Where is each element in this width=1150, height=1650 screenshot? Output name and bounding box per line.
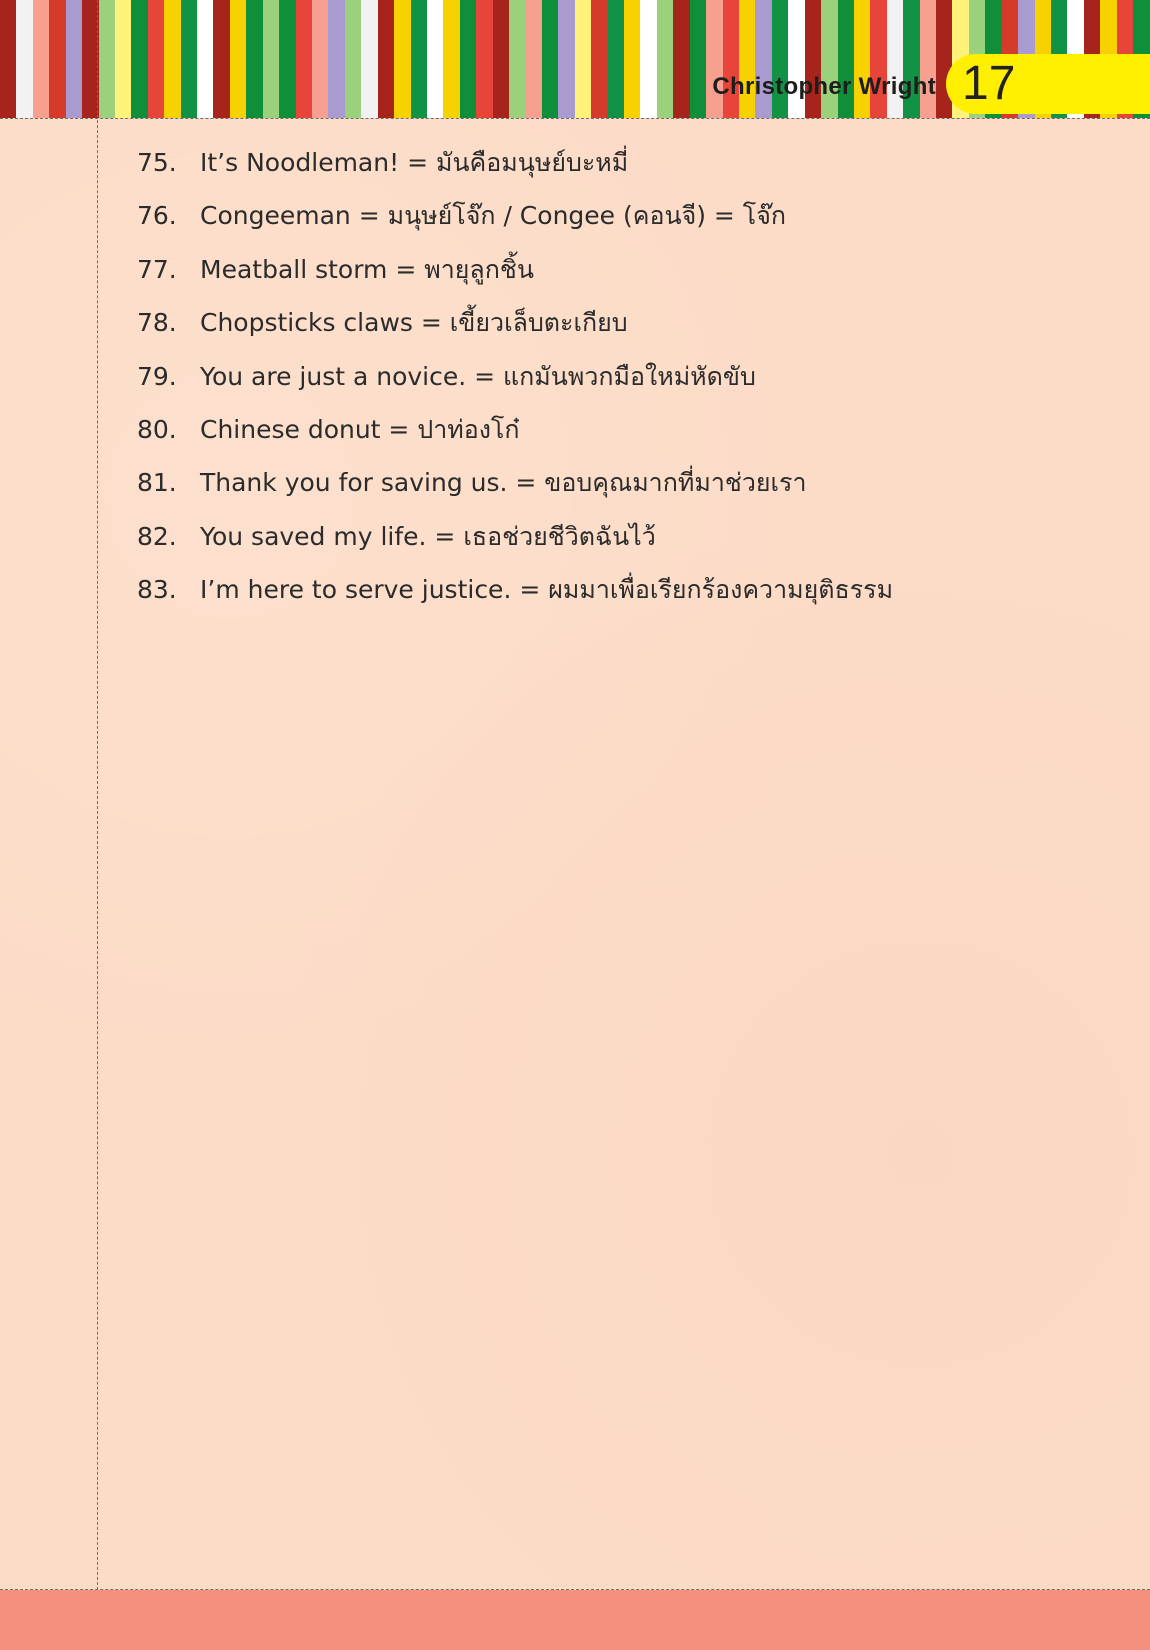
header-stripe bbox=[181, 0, 197, 118]
entry-text: Congeeman = มนุษย์โจ๊ก / Congee (คอนจี) = โจ๊ก bbox=[200, 201, 787, 231]
header-stripe bbox=[279, 0, 295, 118]
entry-text: Chinese donut = ปาท่องโก๋ bbox=[200, 414, 520, 444]
header-stripe bbox=[476, 0, 492, 118]
header-stripe bbox=[312, 0, 328, 118]
entry-text: You are just a novice. = แกมันพวกมือใหม่หัดขับ bbox=[200, 361, 756, 391]
entry-number: 80. bbox=[137, 414, 177, 444]
header-stripe bbox=[66, 0, 82, 118]
entry-text: Meatball storm = พายุลูกชิ้น bbox=[200, 254, 534, 284]
header-stripe bbox=[542, 0, 558, 118]
header-stripe bbox=[493, 0, 509, 118]
entry-number: 82. bbox=[137, 521, 177, 551]
header-author: Christopher Wright bbox=[712, 73, 936, 100]
entry-text: Chopsticks claws = เขี้ยวเล็บตะเกียบ bbox=[200, 308, 628, 338]
list-item bbox=[137, 296, 1097, 349]
header-stripe bbox=[345, 0, 361, 118]
header-stripe bbox=[0, 0, 16, 118]
entry-text: I’m here to serve justice. = ผมมาเพื่อเรียกร้องความยุติธรรม bbox=[200, 575, 894, 605]
header-stripe bbox=[230, 0, 246, 118]
entry-number: 77. bbox=[137, 254, 177, 284]
entry-number: 81. bbox=[137, 468, 177, 498]
header-stripe bbox=[296, 0, 312, 118]
entry-text: It’s Noodleman! = มันคือมนุษย์บะหมี่ bbox=[200, 148, 629, 177]
trim-guide-top bbox=[0, 118, 1150, 119]
header-stripe bbox=[246, 0, 262, 118]
entry-number: 83. bbox=[137, 575, 177, 605]
header-stripe bbox=[640, 0, 656, 118]
list-item bbox=[137, 189, 1097, 242]
header-stripe bbox=[131, 0, 147, 118]
header-stripe bbox=[361, 0, 377, 118]
list-item bbox=[137, 136, 1097, 189]
header-stripe bbox=[328, 0, 344, 118]
vocabulary-list bbox=[137, 136, 1097, 617]
header-stripe bbox=[690, 0, 706, 118]
header-stripe bbox=[164, 0, 180, 118]
header-stripe bbox=[197, 0, 213, 118]
list-item bbox=[137, 403, 1097, 456]
entry-number: 79. bbox=[137, 361, 177, 391]
trim-guide-bottom bbox=[0, 1589, 1150, 1590]
header-stripe bbox=[427, 0, 443, 118]
header-stripe bbox=[213, 0, 229, 118]
header-stripe bbox=[575, 0, 591, 118]
header-stripe bbox=[624, 0, 640, 118]
header-stripe bbox=[115, 0, 131, 118]
header-stripe bbox=[99, 0, 115, 118]
entry-text: Thank you for saving us. = ขอบคุณมากที่มาช่วยเรา bbox=[200, 468, 807, 498]
header-stripe bbox=[460, 0, 476, 118]
entry-number: 78. bbox=[137, 308, 177, 338]
header-stripe bbox=[49, 0, 65, 118]
header-stripe bbox=[394, 0, 410, 118]
entry-text: You saved my life. = เธอช่วยชีวิตฉันไว้ bbox=[200, 521, 656, 551]
entry-number: 76. bbox=[137, 201, 177, 231]
header-stripe bbox=[148, 0, 164, 118]
footer-band bbox=[0, 1590, 1150, 1650]
header-stripe bbox=[411, 0, 427, 118]
trim-guide-left bbox=[97, 0, 98, 1650]
entry-number: 75. bbox=[137, 148, 177, 177]
header-stripe bbox=[608, 0, 624, 118]
list-item bbox=[137, 456, 1097, 509]
header-stripe bbox=[16, 0, 32, 118]
list-item bbox=[137, 350, 1097, 403]
header-stripe bbox=[591, 0, 607, 118]
header-stripe bbox=[673, 0, 689, 118]
list-item bbox=[137, 243, 1097, 296]
header-stripe bbox=[263, 0, 279, 118]
header-stripe bbox=[33, 0, 49, 118]
header-stripe bbox=[378, 0, 394, 118]
header-stripe bbox=[526, 0, 542, 118]
list-item bbox=[137, 563, 1097, 616]
header-stripe bbox=[558, 0, 574, 118]
page-number: 17 bbox=[962, 57, 1016, 110]
header-stripe bbox=[509, 0, 525, 118]
header-stripe bbox=[443, 0, 459, 118]
header-stripe bbox=[657, 0, 673, 118]
list-item bbox=[137, 510, 1097, 563]
